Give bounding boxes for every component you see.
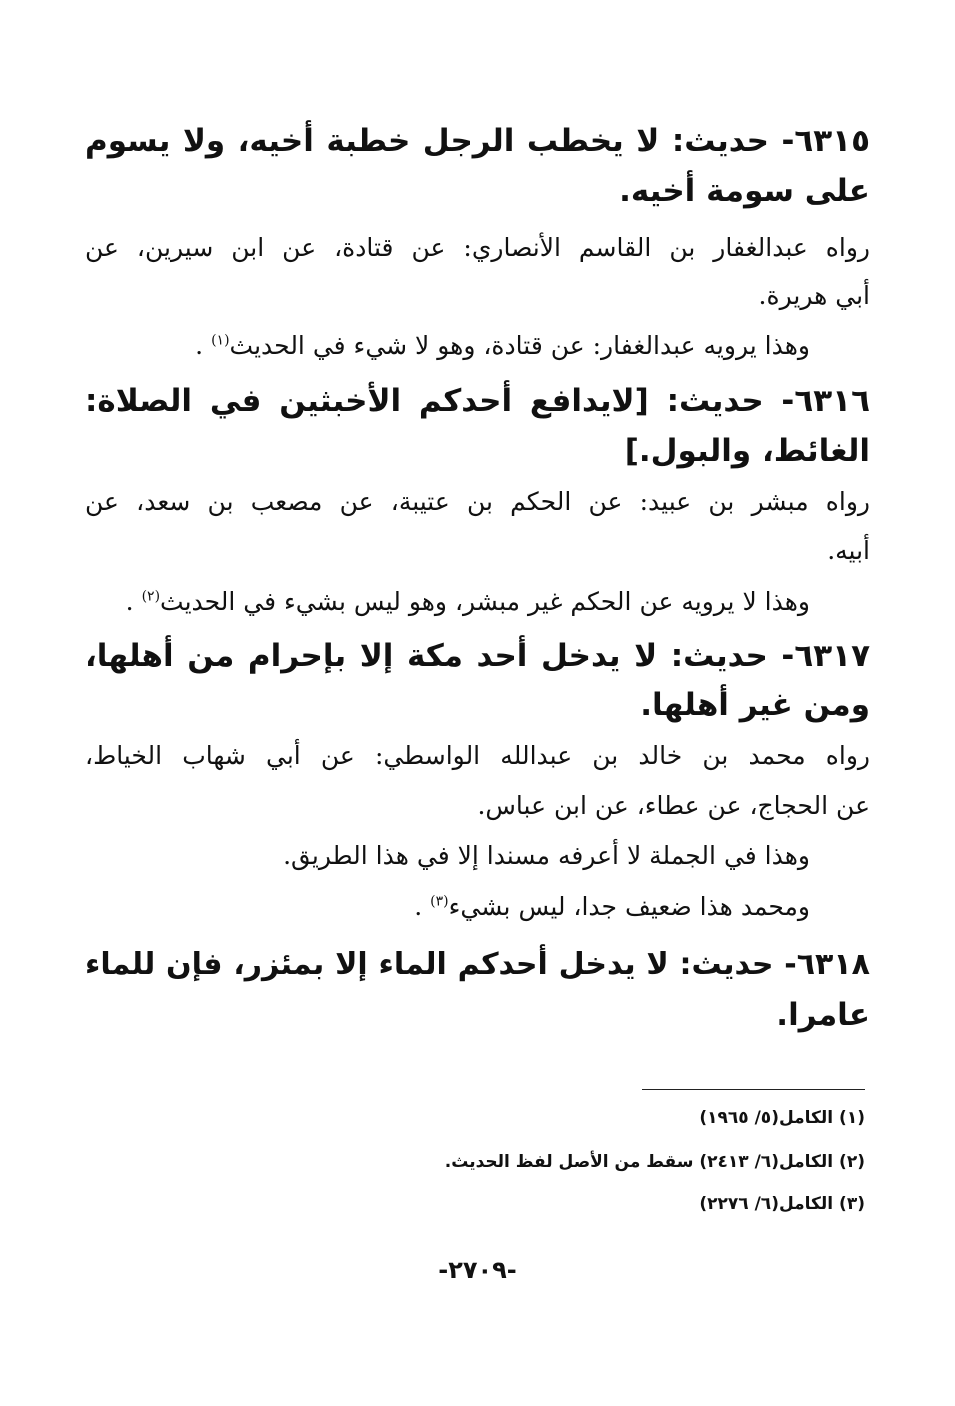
hadith-heading-line: ومن غير أهلها. [640, 687, 870, 723]
hadith-heading-line: عامرا. [776, 997, 870, 1033]
footnote-ref: (٣) [430, 893, 449, 910]
hadith-heading-line: ٦٣١٦- حديث: [لايدافع أحدكم الأخبثين في الصلاة: [85, 383, 870, 419]
hadith-heading-line: ٦٣١٨- حديث: لا يدخل أحدكم الماء إلا بمئزر، فإن للماء [85, 947, 870, 982]
commentary-end: . [125, 587, 134, 616]
hadith-heading-line: ٦٣١٧- حديث: لا يدخل أحد مكة إلا بإحرام من أهلها، [85, 638, 870, 674]
hadith-heading-line: ٦٣١٥- حديث: لا يخطب الرجل خطبة أخيه، ولا يسوم [85, 123, 870, 159]
footnote-ref: (١) [211, 332, 230, 349]
commentary-text: وهذا يرويه عبدالغفار: عن قتادة، وهو لا شيء في الحديث [229, 331, 810, 360]
commentary-line [126, 587, 810, 616]
page-number: -٢٧٠٩- [438, 1256, 517, 1284]
commentary-end: . [195, 331, 204, 360]
narration-line: رواه محمد بن خالد بن عبدالله الواسطي: عن أبي شهاب الخياط، [85, 741, 870, 770]
hadith-heading-line: على سومة أخيه. [619, 173, 870, 209]
commentary-end: . [414, 892, 423, 921]
narration-line: رواه مبشر بن عبيد: عن الحكم بن عتيبة، عن مصعب بن سعد، عن [85, 487, 870, 516]
footnote: (٣) الكامل(٦/ ٢٢٧٦) [699, 1194, 865, 1214]
narration-line: عن الحجاج، عن عطاء، عن ابن عباس. [477, 791, 870, 820]
commentary-line [414, 892, 810, 921]
footnote-ref: (٢) [141, 588, 161, 605]
hadith-heading-line: الغائط، والبول.] [624, 433, 870, 469]
commentary-line [195, 331, 810, 360]
narration-line: أبي هريرة. [758, 281, 870, 310]
narration-line: رواه عبدالغفار بن القاسم الأنصاري: عن قتادة، عن ابن سيرين، عن [85, 233, 870, 262]
commentary-text: وهذا لا يرويه عن الحكم غير مبشر، وهو ليس بشيء في الحديث [160, 587, 810, 616]
commentary-text: ومحمد هذا ضعيف جدا، ليس بشيء [448, 892, 810, 921]
narration-line: أبيه. [827, 536, 870, 565]
footnote-separator [642, 1089, 865, 1090]
commentary-line: وهذا في الجملة لا أعرفه مسندا إلا في هذا الطريق. [283, 841, 810, 870]
footnote: (٢) الكامل(٦/ ٢٤١٣) سقط من الأصل لفظ الحديث. [444, 1152, 865, 1172]
footnote: (١) الكامل(٥/ ١٩٦٥) [699, 1108, 865, 1128]
